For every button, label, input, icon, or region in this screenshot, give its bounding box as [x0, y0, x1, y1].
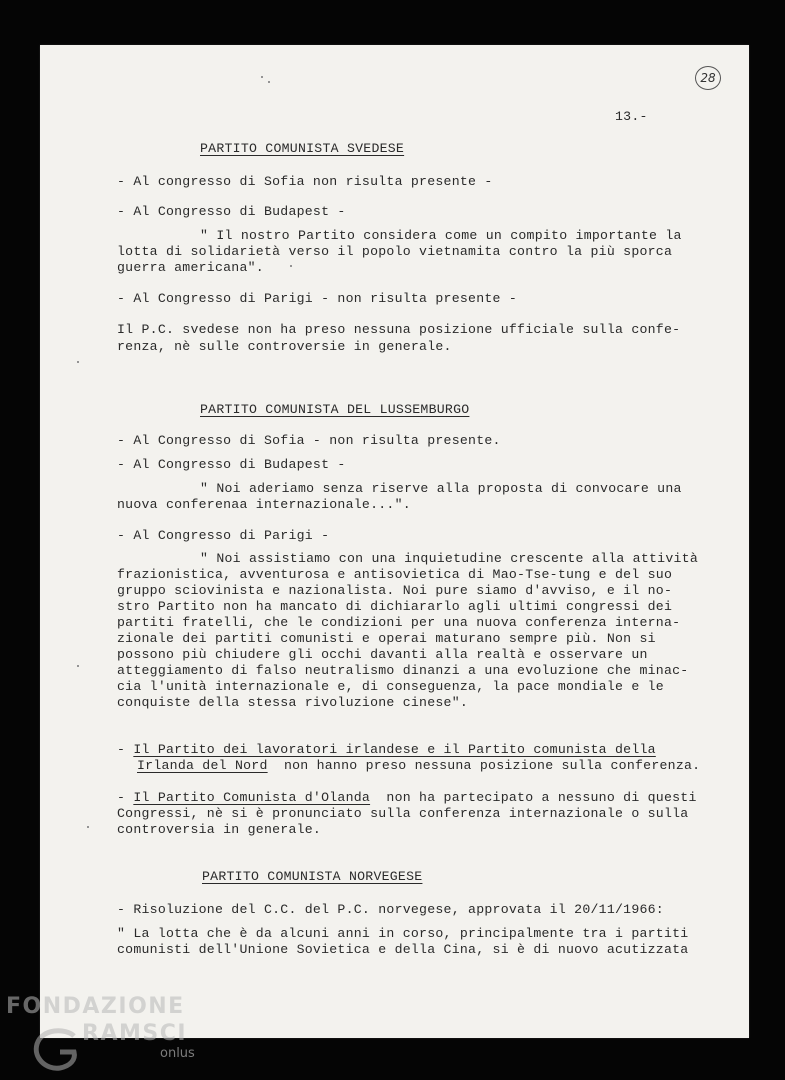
text-line: controversia in generale.: [117, 822, 322, 837]
text-line: - Al Congresso di Parigi - non risulta presente -: [117, 291, 518, 306]
text-line: stro Partito non ha mancato di dichiararlo agli ultimi congressi dei: [117, 599, 673, 614]
irish-text: non hanno preso nessuna posizione sulla conferenza.: [267, 758, 701, 773]
watermark-suffix: onlus: [160, 1046, 195, 1061]
irish-paragraph-line-1: [117, 742, 656, 758]
paper-speck: [290, 265, 292, 267]
irish-party-name: Il Partito dei lavoratori irlandese e il Partito comunista della: [133, 742, 656, 757]
text-line: zionale dei partiti comunisti e operai maturano sempre più. Non si: [117, 631, 656, 646]
text-line: Il P.C. svedese non ha preso nessuna posizione ufficiale sulla confe-: [117, 322, 681, 337]
text-line: - Risoluzione del C.C. del P.C. norvegese, approvata il 20/11/1966:: [117, 902, 664, 917]
dutch-party-name: Il Partito Comunista d'Olanda: [133, 790, 371, 805]
text-line: - Al Congresso di Budapest -: [117, 204, 346, 219]
paper-speck: [87, 826, 89, 828]
text-line: gruppo sciovinista e nazionalista. Noi pure siamo d'avviso, e il no-: [117, 583, 673, 598]
folio-number-stamp: 28: [695, 66, 721, 90]
paper-speck: [77, 361, 79, 363]
text-line: " Noi aderiamo senza riserve alla proposta di convocare una: [200, 481, 682, 496]
text-line: cia l'unità internazionale e, di conseguenza, la pace mondiale e le: [117, 679, 664, 694]
text-line: renza, nè sulle controversie in generale.: [117, 339, 452, 354]
gramsci-logo-icon: [30, 1026, 86, 1072]
text-line: possono più chiudere gli occhi davanti alla realtà e osservare un: [117, 647, 648, 662]
text-line: comunisti dell'Unione Sovietica e della Cina, si è di nuovo acutizzata: [117, 942, 689, 957]
section-heading-svedese: PARTITO COMUNISTA SVEDESE: [200, 141, 405, 156]
paper-speck: [268, 81, 270, 83]
document-page: [40, 45, 749, 1038]
text-line: frazionistica, avventurosa e antisovietica di Mao-Tse-tung e del suo: [117, 567, 673, 582]
paper-speck: [261, 76, 263, 78]
watermark-line-1: FONDAZIONE: [6, 994, 185, 1019]
dash: -: [117, 790, 134, 805]
text-line: guerra americana".: [117, 260, 264, 275]
dash: -: [117, 742, 134, 757]
page-number: 13.-: [615, 109, 648, 124]
text-line: " La lotta che è da alcuni anni in corso, principalmente tra i partiti: [117, 926, 689, 941]
text-line: - Al Congresso di Budapest -: [117, 457, 346, 472]
text-line: " Il nostro Partito considera come un compito importante la: [200, 228, 682, 243]
section-heading-lussemburgo: PARTITO COMUNISTA DEL LUSSEMBURGO: [200, 402, 470, 417]
text-line: Congressi, nè si è pronunciato sulla conferenza internazionale o sulla: [117, 806, 689, 821]
text-line: partiti fratelli, che le condizioni per una nuova conferenza interna-: [117, 615, 681, 630]
text-line: " Noi assistiamo con una inquietudine crescente alla attività: [200, 551, 698, 566]
watermark-line-2: RAMSCI: [82, 1021, 188, 1046]
dutch-text: non ha partecipato a nessuno di questi: [370, 790, 697, 805]
irish-paragraph-line-2: [137, 758, 700, 774]
dutch-paragraph-line-1: [117, 790, 697, 806]
text-line: nuova conferenaa internazionale...".: [117, 497, 411, 512]
section-heading-norvegese: PARTITO COMUNISTA NORVEGESE: [202, 869, 423, 884]
text-line: - Al Congresso di Sofia - non risulta presente.: [117, 433, 501, 448]
text-line: - Al congresso di Sofia non risulta presente -: [117, 174, 493, 189]
irish-party-name-cont: Irlanda del Nord: [137, 758, 268, 773]
text-line: atteggiamento di falso neutralismo dinanzi a una evoluzione che minac-: [117, 663, 689, 678]
text-line: conquiste della stessa rivoluzione cinese".: [117, 695, 469, 710]
text-line: - Al Congresso di Parigi -: [117, 528, 330, 543]
paper-speck: [77, 665, 79, 667]
text-line: lotta di solidarietà verso il popolo vietnamita contro la più sporca: [117, 244, 673, 259]
